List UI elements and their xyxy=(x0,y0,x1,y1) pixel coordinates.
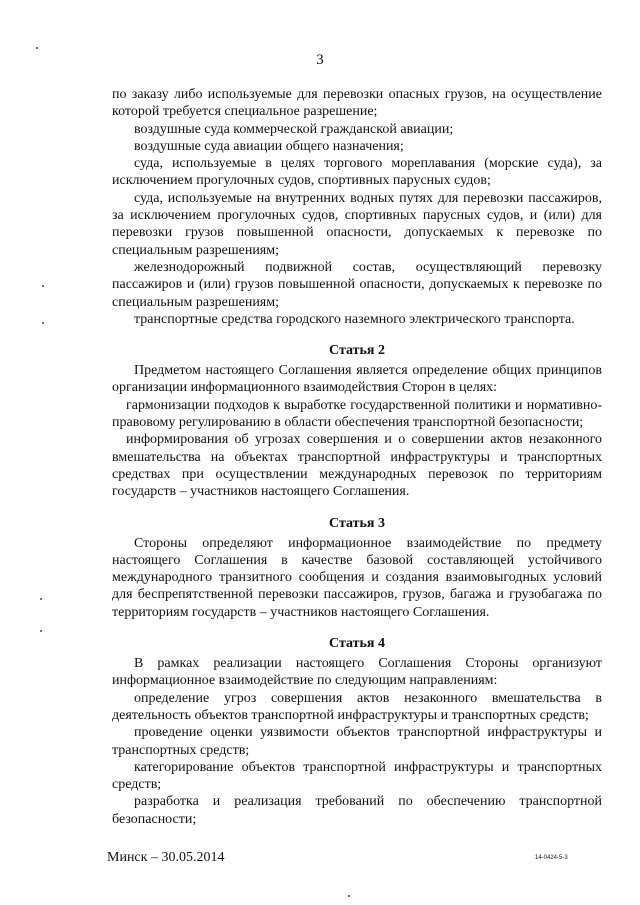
paragraph: Предметом настоящего Соглашения является определение общих принципов организации информационного взаимодействия Сторон в целях: xyxy=(112,363,602,396)
list-item: проведение оценки уязвимости объектов транспортной инфраструктуры и транспортных средств; xyxy=(112,725,602,758)
list-item: определение угроз совершения актов незаконного вмешательства в деятельность объектов транспортной инфраструктуры и транспортных средств; xyxy=(112,690,602,723)
scan-speck xyxy=(42,285,44,287)
scan-speck xyxy=(40,630,42,632)
list-item: категорирование объектов транспортной инфраструктуры и транспортных средств; xyxy=(112,759,602,793)
list-item: воздушные суда авиации общего назначения; xyxy=(134,138,404,154)
list-item: разработка и реализация требований по обеспечению транспортной безопасности; xyxy=(112,794,602,827)
document-body xyxy=(112,86,602,828)
scan-speck xyxy=(36,47,38,49)
article-3-heading: Статья 3 xyxy=(329,515,385,531)
footer-document-code: 14-0424-5-3 xyxy=(535,855,568,861)
list-item: суда, используемые на внутренних водных путях для перевозки пассажиров, за исключением прогулочных судов, спортивных парусных судов, и (или) для перевозки грузов повышенной опасности, допускаемых к перевозке по специальным разрешениям; xyxy=(112,190,602,258)
article-4-heading: Статья 4 xyxy=(329,636,385,652)
paragraph: Стороны определяют информационное взаимодействие по предмету настоящего Соглашения в качестве базовой составляющей устойчивого международного транзитного сообщения и создания взаимовыгодных условий для беспрепятственной перевозки пассажиров, грузов, багажа и грузобагажа по территориям государств – участников настоящего Соглашения. xyxy=(112,535,602,620)
scan-speck xyxy=(40,598,42,600)
list-item: суда, используемые в целях торгового мореплавания (морские суда), за исключением прогулочных судов, спортивных парусных судов; xyxy=(112,156,602,189)
list-item: воздушные суда коммерческой гражданской авиации; xyxy=(134,121,454,137)
scan-speck xyxy=(348,895,350,897)
list-item: железнодорожный подвижной состав, осуществляющий перевозку пассажиров и (или) грузов повышенной опасности, допускаемых к перевозке по специальным разрешениям; xyxy=(112,259,602,310)
paragraph: В рамках реализации настоящего Соглашения Стороны организуют информационное взаимодействие по следующим направлениям: xyxy=(112,656,602,689)
page-number: 3 xyxy=(316,52,324,68)
list-item: гармонизации подходов к выработке государственной политики и нормативно-правовому регулированию в области обеспечения транспортной безопасности; xyxy=(112,397,602,431)
article-2-heading: Статья 2 xyxy=(329,343,385,359)
scan-speck xyxy=(42,322,44,324)
footer-place-date: Минск – 30.05.2014 xyxy=(107,850,225,865)
list-item: информирования об угрозах совершения и о совершении актов незаконного вмешательства на объектах транспортной инфраструктуры и транспортных средствах при осуществлении международных перевозок по территориям государств – участников настоящего Соглашения. xyxy=(112,432,602,500)
paragraph: по заказу либо используемые для перевозки опасных грузов, на осуществление которой требуется специальное разрешение; xyxy=(112,87,602,120)
list-item: транспортные средства городского наземного электрического транспорта. xyxy=(134,311,575,327)
